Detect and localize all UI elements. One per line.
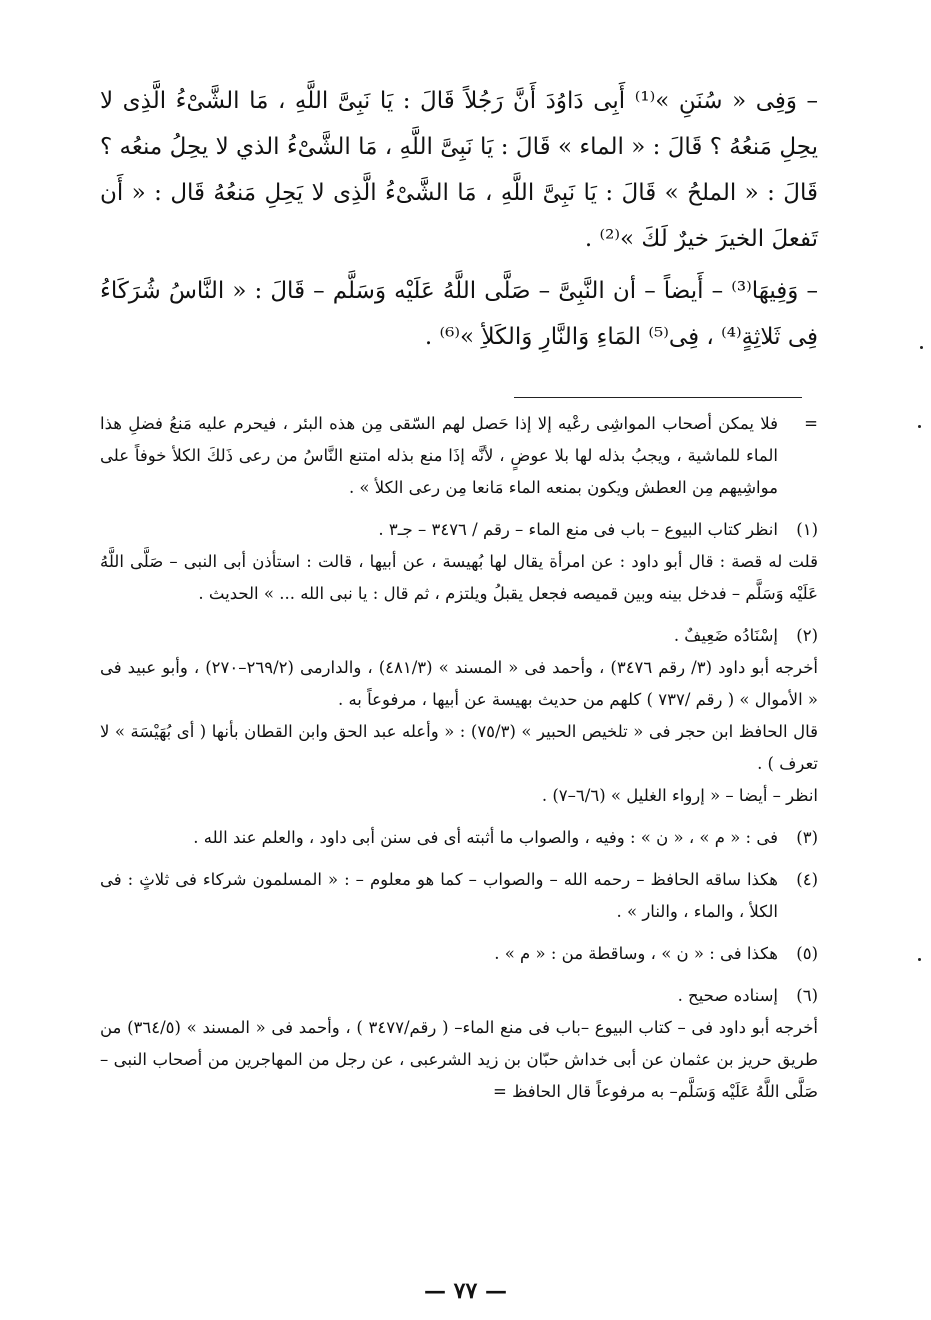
footnote-4 xyxy=(100,864,818,928)
footnote-mark: (٦) xyxy=(796,986,818,1005)
footnote-mark: (٤) xyxy=(796,870,818,889)
scan-speck xyxy=(918,958,921,961)
footnote-mark: (١) xyxy=(796,520,818,539)
footnote-line: فى : « م » ، « ن » : وفيه ، والصواب ما أثبته أى فى سنن أبى داود ، والعلم عند الله . xyxy=(193,828,778,847)
footnote-line: هكذا فى : « ن » ، وساقطة من : « م » . xyxy=(494,944,778,963)
footnote-line: أخرجه أبو داود (٣/ رقم ٣٤٧٦) ، وأحمد فى « المسند » (٤٨١/٣) ، والدارمى (٢٦٩/٢–٢٧٠) ، وأبو عبيد فى « الأموال » ( رقم /٧٣٧ ) كلهم من حديث بهيسة عن أبيها ، مرفوعاً به . xyxy=(100,658,818,709)
footnote-divider xyxy=(514,397,802,398)
main-text xyxy=(100,78,818,360)
footnote-mark: (٣) xyxy=(796,828,818,847)
footnote-line: هكذا ساقه الحافظ – رحمه الله – والصواب – كما هو معلوم – : « المسلمون شركاء فى ثلاثٍ : فى الكلأ ، والماء ، والنار » . xyxy=(100,870,778,921)
footnote-1 xyxy=(100,514,818,610)
footnote-mark: (٢) xyxy=(796,626,818,645)
footnote-line: أخرجه أبو داود فى – كتاب البيوع –باب فى منع الماء– ( رقم/٣٤٧٧ ) ، وأحمد فى « المسند » (٣٦٤/٥) من طريق حريز بن عثمان عن أبى خداش حبّان بن زيد الشرعبى ، عن رجل من المهاجرين من أصحاب النبى – صَلَّى اللَّهُ عَلَيْه وَسَلَّم– به مرفوعاً قال الحافظ = xyxy=(100,1018,818,1101)
footnote-mark: (٥) xyxy=(796,944,818,963)
paragraph-1: – وَفِى « سُنَنِ »⁽¹⁾ أَبِى دَاوُدَ أَنَّ رَجُلاً قَالَ : يَا نَبِىَّ اللَّهِ ، مَا الشَّىْءُ الَّذِى لا يحِلِ مَنعُهُ ؟ قَالَ : « الماء » قَالَ : يَا نَبِىَّ اللَّهِ ، مَا الشَّىْءُ الذي لا يحِلُ منعُه ؟ قَالَ : « الملحُ » قَالَ : يَا نَبِىَّ اللَّهِ ، مَا الشَّىْءُ الَّذِى لا يَحِلِ مَنعُهُ قَال : « أَن تَفعلَ الخيرَ خيرٌ لَكَ »⁽²⁾ . xyxy=(100,88,819,252)
footnote-mark: = xyxy=(804,414,818,433)
paragraph-2: – وَفِيهَا⁽³⁾ – أَيضاً – أن النَّبِىَّ – صَلَّى اللَّهُ عَلَيْه وَسَلَّم – قَالَ : « النَّاسُ شُرَكَاءُ فِى ثَلاثِةٍ⁽⁴⁾ ، فِى⁽⁵⁾ المَاءِ وَالنَّارِ وَالكَلأِ »⁽⁶⁾ . xyxy=(100,278,818,350)
footnote-5 xyxy=(100,938,818,970)
footnote-3 xyxy=(100,822,818,854)
footnote-line: انظر – أيضا – « إرواء الغليل » (٦/٦–٧) . xyxy=(541,786,818,805)
footnote-2 xyxy=(100,620,818,812)
footnote-line: قلت له قصة : قال أبو داود : عن امرأة يقال لها بُهيسة ، عن أبيها ، قالت : استأذن أبى النبى – صَلَّى اللَّهُ عَلَيْه وَسَلَّم – فدخل بينه وبين قميصه فجعل يقبلُ ويلتزم ، ثم قال : يا نبى الله ... » الحديث . xyxy=(100,552,818,603)
footnote-6 xyxy=(100,980,818,1108)
footnote-line: إسناده صحيح . xyxy=(677,986,778,1005)
footnote-line: قال الحافظ ابن حجر فى « تلخيص الحبير » (٧٥/٣) : « وأعله عبد الحق وابن القطان بأنها ( أى بُهَيْسَة » لا تعرف ) . xyxy=(100,722,818,773)
scan-speck xyxy=(920,346,923,349)
footnote-continuation xyxy=(100,408,818,504)
scan-speck xyxy=(918,425,921,428)
footnotes xyxy=(100,408,818,1108)
footnote-line: إسْنَادُه ضَعِيفٌ . xyxy=(673,626,778,645)
footnote-line: فلا يمكن أصحاب المواشِى رعْيه إلا إذا حَصل لهم السّقى مِن هذه البئر ، فيحرم عليه مَنعُ فضلِ هذا الماء للماشية ، ويجبُ بذله لها بلا عوضٍ ، لأنَّه إذَا منع بذله امتنع النَّاسُ من رعى ذَلكَ الكلأ خوفاً على مواشِيهم مِن العطش ويكون بمنعه الماء مَانعا مِن رعى الكلأ » . xyxy=(100,414,778,497)
footnote-line: انظر كتاب البيوع – باب فى منع الماء – رقم / ٣٤٧٦ – جـ٣ . xyxy=(378,520,778,539)
page-number: — ٧٧ — xyxy=(424,1278,507,1304)
